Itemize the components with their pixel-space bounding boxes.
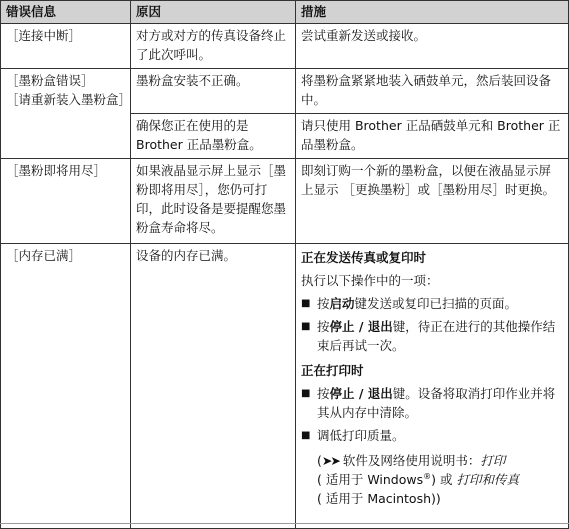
text-instruction: 键，待正在进行的其他操作结束后再试一次。	[317, 319, 556, 354]
table-header-row	[1, 1, 569, 24]
list-item-text	[317, 384, 563, 422]
subheading-printing: 正在打印时	[301, 363, 364, 379]
error-text-reinstall-toner: ［请重新装入墨粉盒］	[6, 92, 132, 108]
action-cell: 请只使用 Brother 正品硒鼓单元和 Brother 正品墨粉盒。	[296, 114, 569, 159]
square-bullet-icon: ■	[301, 298, 311, 310]
list-item	[301, 317, 563, 359]
double-arrow-icon: ➤➤	[321, 453, 339, 469]
note-text: ( 适用于 Macintosh))	[317, 491, 441, 507]
cause-cell: 对方或对方的传真设备终止了此次呼叫。	[131, 24, 296, 69]
key-stop-exit: 停止 / 退出	[329, 319, 393, 335]
error-cell-memory-full: ［内存已满］	[1, 244, 131, 524]
cause-cell: 设备的内存已满。	[131, 244, 296, 524]
header-action: 措施	[296, 1, 569, 24]
list-item-text: 调低打印质量。	[317, 428, 405, 444]
header-cause: 原因	[131, 1, 296, 24]
action-cell: 即刻订购一个新的墨粉盒，以便在液晶显示屏上显示 ［更换墨粉］或［墨粉用尽］时更换。	[296, 159, 569, 244]
text-instruction: 键。设备将取消打印作业并将其从内存中清除。	[317, 386, 556, 421]
table-row	[1, 244, 569, 524]
error-cell-toner-error	[1, 69, 131, 159]
note-text: ( 适用于 Windows	[317, 472, 424, 488]
header-error-message: 错误信息	[1, 1, 131, 24]
error-cell-connection-lost: ［连接中断］	[1, 24, 131, 69]
registered-mark: ®	[423, 471, 432, 481]
continuation-cell	[296, 524, 569, 529]
square-bullet-icon: ■	[301, 321, 311, 333]
note-link-print: 打印	[480, 453, 506, 469]
cause-cell: 墨粉盒安装不正确。	[131, 69, 296, 114]
square-bullet-icon: ■	[301, 388, 311, 400]
table-row	[1, 69, 569, 114]
table-continuation-row	[1, 524, 569, 529]
key-stop-exit: 停止 / 退出	[329, 386, 393, 402]
text-press: 按	[317, 296, 330, 312]
action-cell-memory-full	[296, 244, 569, 524]
continuation-cell	[1, 524, 131, 529]
square-bullet-icon: ■	[301, 430, 311, 442]
list-item-text	[317, 317, 563, 355]
action-cell: 将墨粉盒紧紧地装入硒鼓单元，然后装回设备中。	[296, 69, 569, 114]
continuation-cell	[131, 524, 296, 529]
text-instruction: 键发送或复印已扫描的页面。	[354, 296, 518, 312]
subheading-sending-fax-or-copying: 正在发送传真或复印时	[301, 250, 427, 266]
note-link-print-fax: 打印和传真	[456, 472, 519, 488]
action-cell: 尝试重新发送或接收。	[296, 24, 569, 69]
error-text-toner-error: ［墨粉盒错误］	[6, 73, 94, 89]
table-row	[1, 24, 569, 69]
list-item	[301, 294, 563, 317]
cause-cell: 确保您正在使用的是 Brother 正品墨粉盒。	[131, 114, 296, 159]
text-press: 按	[317, 319, 330, 335]
list-item	[301, 384, 563, 426]
error-cell-toner-low: ［墨粉即将用尽］	[1, 159, 131, 244]
list-item	[301, 426, 563, 449]
table-row	[1, 159, 569, 244]
instruction-intro: 执行以下操作中的一项：	[301, 273, 439, 289]
note-text: 软件及网络使用说明书：	[338, 453, 481, 469]
note-text: ) 或	[431, 472, 457, 488]
cause-cell: 如果液晶显示屏上显示［墨粉即将用尽］，您仍可打印，此时设备是要提醒您墨粉盒寿命将尽。	[131, 159, 296, 244]
text-press: 按	[317, 386, 330, 402]
reference-note: (➤➤ 软件及网络使用说明书：打印 ( 适用于 Windows®) 或 打印和传真 ( 适用于 Macintosh))	[317, 453, 519, 507]
key-start: 启动	[329, 296, 355, 312]
list-item-text	[317, 294, 563, 313]
